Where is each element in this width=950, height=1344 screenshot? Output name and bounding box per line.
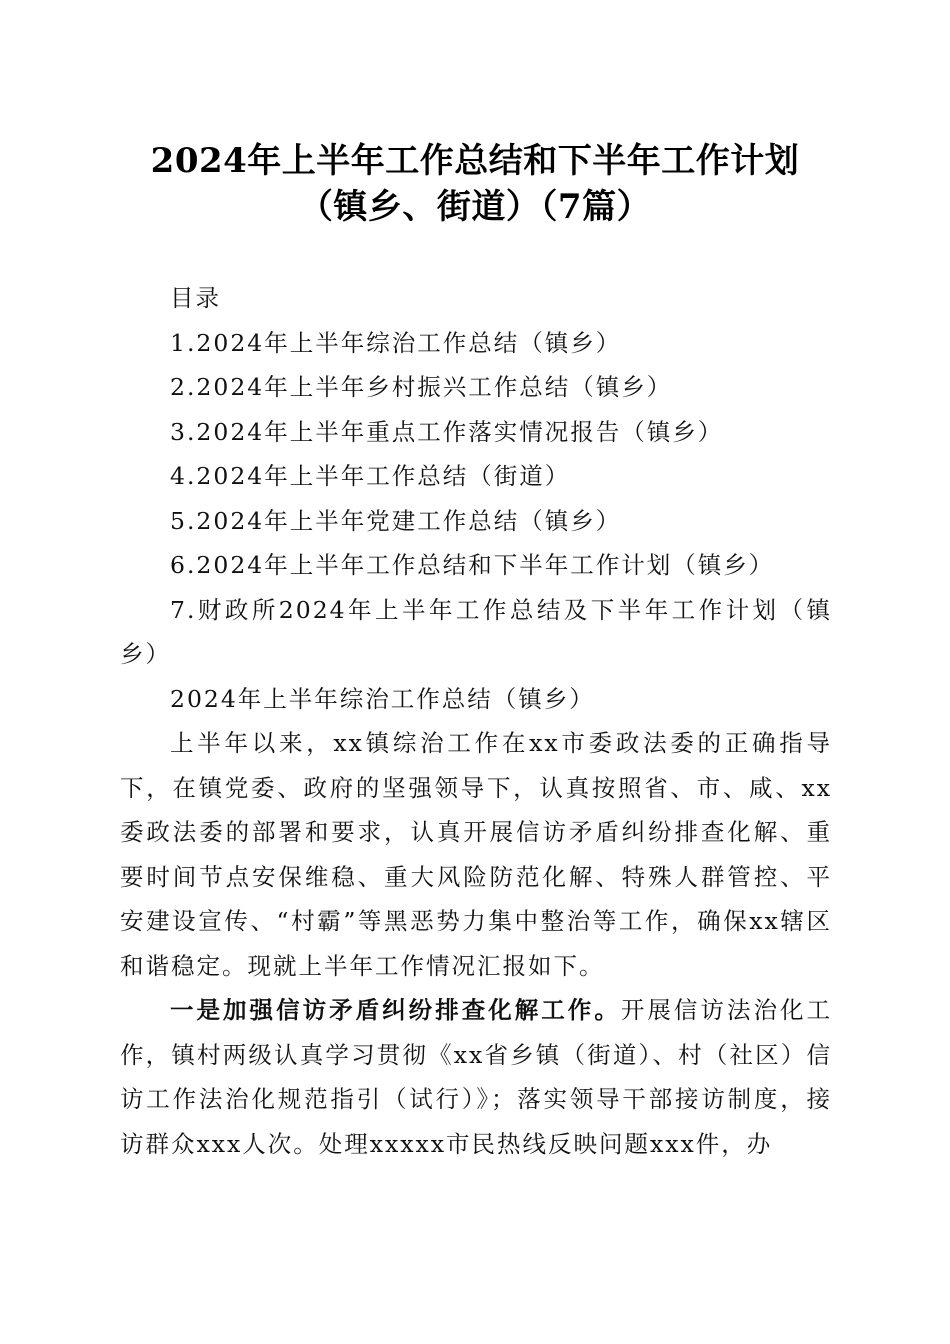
title-line-1: 2024年上半年工作总结和下半年工作计划 <box>150 141 800 181</box>
toc-item-3: 3.2024年上半年重点工作落实情况报告（镇乡） <box>170 417 724 446</box>
toc-heading: 目录 <box>170 284 221 312</box>
title-line-2: （镇乡、街道）（7篇） <box>298 187 652 227</box>
point-1-title: 一是加强信访矛盾纠纷排查化解工作。 <box>170 996 621 1024</box>
document-body <box>120 276 832 1166</box>
point-1-body: 开展信访法治化工作，镇村两级认真学习贯彻《xx省乡镇（街道）、村（社区）信访工作法治化规范指引（试行）》；落实领导干部接访制度，接访群众xxx人次。处理xxxxx市民热线反映问题xxx件，办 <box>120 996 833 1158</box>
toc-item-4: 4.2024年上半年工作总结（街道） <box>170 462 571 490</box>
toc-item-2: 2.2024年上半年乡村振兴工作总结（镇乡） <box>170 373 673 401</box>
toc-item-7: 7.财政所2024年上半年工作总结及下半年工作计划（镇乡） <box>120 595 832 668</box>
toc-item-6: 6.2024年上半年工作总结和下半年工作计划（镇乡） <box>170 551 775 579</box>
document-title <box>0 138 950 230</box>
toc-item-5: 5.2024年上半年党建工作总结（镇乡） <box>170 506 622 535</box>
section-intro-paragraph: 上半年以来，xx镇综治工作在xx市委政法委的正确指导下，在镇党委、政府的坚强领导下，认真按照省、市、咸、xx委政法委的部署和要求，认真开展信访矛盾纠纷排查化解、重要时间节点安保维稳、重大风险防范化解、特殊人群管控、平安建设宣传、“村霸”等黑恶势力集中整治等工作，确保xx辖区和谐稳定。现就上半年工作情况汇报如下。 <box>120 729 832 980</box>
section-heading: 2024年上半年综治工作总结（镇乡） <box>170 684 595 713</box>
toc-item-1: 1.2024年上半年综治工作总结（镇乡） <box>170 328 622 357</box>
point-1-paragraph <box>120 988 832 1166</box>
